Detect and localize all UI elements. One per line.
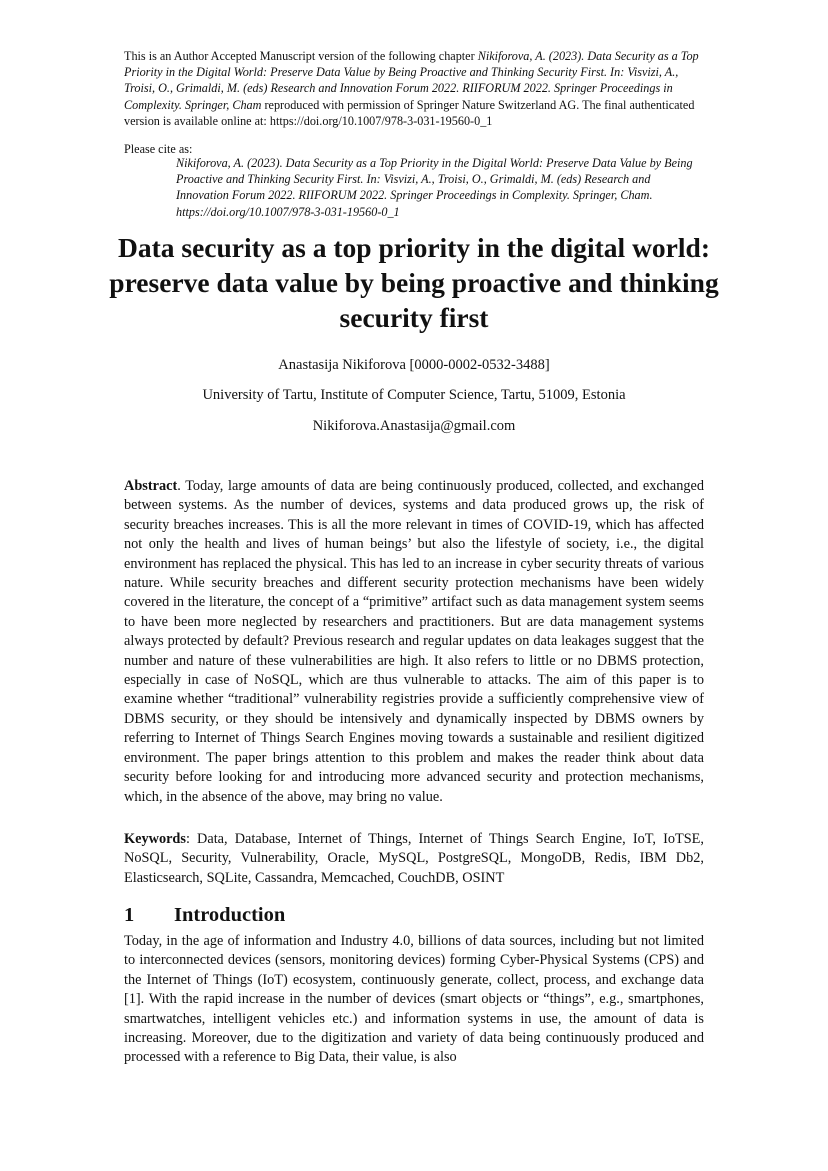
manuscript-notice xyxy=(124,48,704,129)
notice-chapter-ref: Nikiforova, A. (2023). Data Security as a Top Priority in the Digital World: Preserve Data Value by Being Proactive and Thinking Security First. In: Visvizi, A., Troisi, O., Grimaldi, M. (eds) Research and Innovation Forum 2022. RIIFORUM 2022. Springer Proceedings in Complexity. Springer, Cham xyxy=(124,49,699,112)
paper-title: Data security as a top priority in the digital world: preserve data value by being proactive and thinking security first xyxy=(109,232,719,333)
keywords-paragraph xyxy=(124,830,704,888)
notice-lead: This is an Author Accepted Manuscript version of the following chapter xyxy=(124,49,478,63)
abstract-text: . Today, large amounts of data are being continuously produced, collected, and exchanged between systems. As the number of devices, systems and data produced grows up, the risk of security breaches increases. This is all the more relevant in times of COVID-19, which has affected not only the health and lives of human beings’ but also the lifestyle of society, i.e., the digital environment has replaced the physical. This has led to an increase in cyber security threats of various nature. While security breaches and different security protection mechanisms have been widely covered in the literature, the concept of a “primitive” artifact such as data management system seems to have been more neglected by researchers and practitioners. But are data management systems always protected by default? Previous research and regular updates on data leakages suggest that the number and nature of these vulnerabilities are high. It also refers to little or no DBMS protection, especially in case of NoSQL, which are thus vulnerable to attacks. The aim of this paper is to examine whether “traditional” vulnerability registries provide a sufficiently comprehensive view of DBMS security, or they should be intensively and dynamically inspected by DBMS owners by referring to Internet of Things Search Engines moving towards a sustainable and resilient digitized environment. The paper brings attention to this problem and makes the reader think about data security before looking for and introducing more advanced security and protection mechanisms, which, in the absence of the above, may bring no value. xyxy=(124,478,704,805)
abstract-paragraph xyxy=(124,477,704,807)
section-heading xyxy=(124,904,285,927)
intro-paragraph: Today, in the age of information and Industry 4.0, billions of data sources, including but not limited to interconnected devices (sensors, monitoring devices) forming Cyber-Physical Systems (CPS) and the Internet of Things (IoT) ecosystem, continuously generate, collect, process, and exchange data [1]. With the rapid increase in the number of devices (smart objects or “things”, e.g., smartphones, smartwatches, intelligent vehicles etc.) and information systems in use, the amount of data is increasing. Moreover, due to the digitization and variety of data being continuously produced and processed with a reference to Big Data, their value, is also xyxy=(124,933,704,1066)
keywords-text: : Data, Database, Internet of Things, Internet of Things Search Engine, IoT, IoTSE, NoSQL, Security, Vulnerability, Oracle, MySQL, PostgreSQL, MongoDB, Redis, IBM Db2, Elasticsearch, SQLite, Cassandra, Memcached, CouchDB, OSINT xyxy=(124,831,704,886)
affiliation-line: University of Tartu, Institute of Computer Science, Tartu, 51009, Estonia xyxy=(202,387,626,403)
section-number: 1 xyxy=(124,904,135,926)
section-title: Introduction xyxy=(174,904,286,926)
author-line: Anastasija Nikiforova [0000-0002-0532-3488] xyxy=(278,357,550,373)
citation-text: Nikiforova, A. (2023). Data Security as a Top Priority in the Digital World: Preserve Data Value by Being Proactive and Thinking Security First. In: Visvizi, A., Troisi, O., Grimaldi, M. (eds) Research and Innovation Forum 2022. RIIFORUM 2022. Springer Proceedings in Complexity. Springer, Cham. https://doi.org/10.1007/978-3-031-19560-0_1 xyxy=(176,156,693,219)
notice-tail: reproduced with permission of Springer Nature Switzerland AG. The final authenticated version is available online at: https://doi.org/10.1007/978-3-031-19560-0_1 xyxy=(124,97,695,128)
cite-label: Please cite as: xyxy=(124,142,193,156)
keywords-label: Keywords xyxy=(124,831,186,847)
abstract-label: Abstract xyxy=(124,478,178,494)
author-email: Nikiforova.Anastasija@gmail.com xyxy=(312,418,516,434)
